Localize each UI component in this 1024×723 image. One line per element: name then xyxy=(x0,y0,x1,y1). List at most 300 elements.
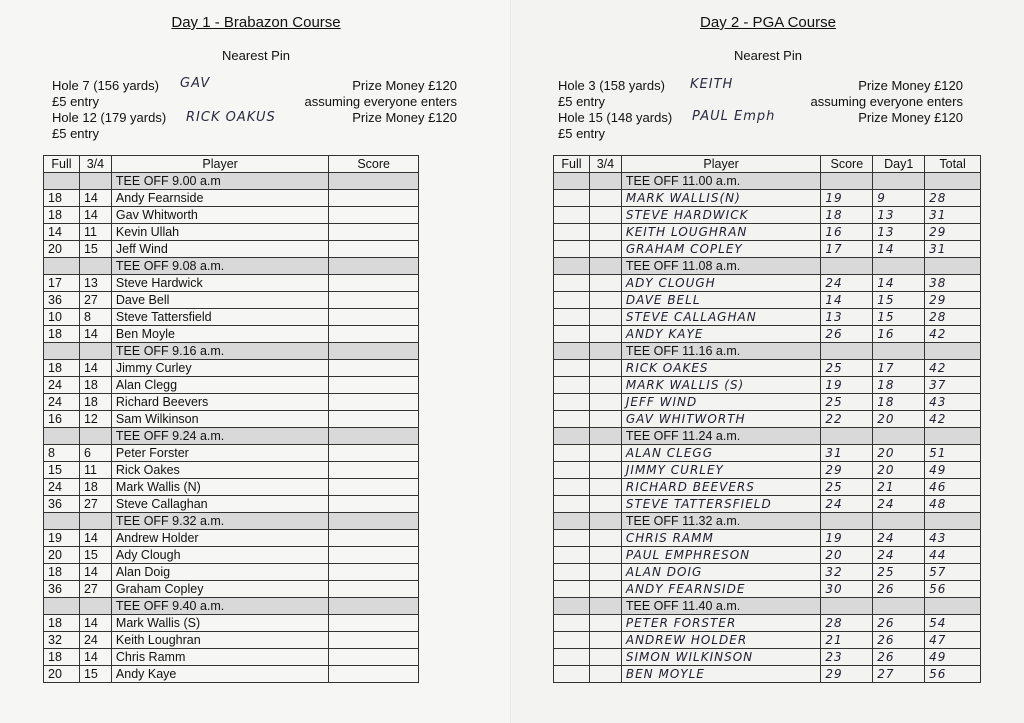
score-cell xyxy=(329,241,419,258)
day1-score-cell: 20 xyxy=(873,462,925,479)
player-name: MARK WALLIS(N) xyxy=(621,190,821,207)
tee-cell-blank xyxy=(873,428,925,445)
player-row xyxy=(554,530,981,547)
tee-cell-blank xyxy=(821,513,873,530)
player-row xyxy=(44,224,419,241)
day1-nearest-pin-heading: Nearest Pin xyxy=(222,48,290,63)
day2-nearest-pin-heading: Nearest Pin xyxy=(734,48,802,63)
handicap-full: 17 xyxy=(44,275,80,292)
total-cell: 42 xyxy=(925,411,981,428)
player-name: DAVE BELL xyxy=(621,292,821,309)
score-cell: 18 xyxy=(821,207,873,224)
handicap-full: 18 xyxy=(44,207,80,224)
tee-off-row xyxy=(44,173,419,190)
player-row xyxy=(554,377,981,394)
handicap-full xyxy=(554,275,590,292)
score-cell xyxy=(329,224,419,241)
day1-hole-a: Hole 7 (156 yards) xyxy=(52,78,159,93)
handicap-three-quarter xyxy=(589,445,621,462)
day2-hole-a-winner: KEITH xyxy=(690,77,734,92)
tee-cell-blank xyxy=(554,173,590,190)
player-row xyxy=(554,275,981,292)
handicap-full xyxy=(554,649,590,666)
player-row xyxy=(554,632,981,649)
handicap-three-quarter: 18 xyxy=(79,377,111,394)
player-name: PAUL EMPHRESON xyxy=(621,547,821,564)
tee-cell-blank xyxy=(589,258,621,275)
player-name: Dave Bell xyxy=(111,292,328,309)
player-name: JEFF WIND xyxy=(621,394,821,411)
tee-cell-blank xyxy=(821,173,873,190)
handicap-three-quarter: 24 xyxy=(79,632,111,649)
score-cell xyxy=(329,411,419,428)
player-row xyxy=(44,241,419,258)
handicap-three-quarter xyxy=(589,377,621,394)
player-row xyxy=(554,411,981,428)
player-row xyxy=(554,207,981,224)
player-name: Chris Ramm xyxy=(111,649,328,666)
handicap-full xyxy=(554,394,590,411)
tee-off-row xyxy=(554,513,981,530)
handicap-full xyxy=(554,377,590,394)
total-cell: 28 xyxy=(925,309,981,326)
day1-score-cell: 9 xyxy=(873,190,925,207)
tee-time: TEE OFF 9.32 a.m. xyxy=(111,513,328,530)
score-cell xyxy=(329,445,419,462)
tee-time: TEE OFF 9.24 a.m. xyxy=(111,428,328,445)
handicap-full xyxy=(554,292,590,309)
tee-cell-blank xyxy=(329,173,419,190)
handicap-three-quarter xyxy=(589,462,621,479)
day1-score-cell: 14 xyxy=(873,275,925,292)
total-cell: 54 xyxy=(925,615,981,632)
tee-time: TEE OFF 11.00 a.m. xyxy=(621,173,821,190)
handicap-three-quarter: 14 xyxy=(79,564,111,581)
handicap-three-quarter: 27 xyxy=(79,292,111,309)
day2-hole-b-prize: Prize Money £120 xyxy=(858,110,963,125)
tee-cell-blank xyxy=(554,258,590,275)
day1-score-cell: 18 xyxy=(873,377,925,394)
handicap-full: 18 xyxy=(44,649,80,666)
score-cell: 23 xyxy=(821,649,873,666)
player-name: KEITH LOUGHRAN xyxy=(621,224,821,241)
handicap-three-quarter: 15 xyxy=(79,547,111,564)
player-row xyxy=(554,649,981,666)
player-row xyxy=(44,649,419,666)
player-name: Alan Doig xyxy=(111,564,328,581)
day1-score-cell: 24 xyxy=(873,496,925,513)
handicap-three-quarter xyxy=(589,190,621,207)
tee-cell-blank xyxy=(925,598,981,615)
handicap-three-quarter: 14 xyxy=(79,360,111,377)
tee-cell-blank xyxy=(925,258,981,275)
tee-cell-blank xyxy=(821,258,873,275)
score-cell: 26 xyxy=(821,326,873,343)
handicap-three-quarter xyxy=(589,241,621,258)
score-cell: 25 xyxy=(821,360,873,377)
handicap-full xyxy=(554,462,590,479)
handicap-three-quarter: 14 xyxy=(79,615,111,632)
player-name: Steve Hardwick xyxy=(111,275,328,292)
tee-cell-blank xyxy=(79,598,111,615)
tee-off-row xyxy=(554,343,981,360)
handicap-full: 32 xyxy=(44,632,80,649)
total-cell: 57 xyxy=(925,564,981,581)
player-name: STEVE CALLAGHAN xyxy=(621,309,821,326)
player-row xyxy=(44,394,419,411)
handicap-three-quarter xyxy=(589,394,621,411)
handicap-full: 14 xyxy=(44,224,80,241)
handicap-full xyxy=(554,224,590,241)
score-cell: 25 xyxy=(821,479,873,496)
player-name: ANDY KAYE xyxy=(621,326,821,343)
player-name: Keith Loughran xyxy=(111,632,328,649)
day2-hole-b: Hole 15 (148 yards) xyxy=(558,110,673,125)
day2-col-header: Full xyxy=(554,156,590,173)
tee-cell-blank xyxy=(589,513,621,530)
handicap-three-quarter xyxy=(589,275,621,292)
handicap-full: 10 xyxy=(44,309,80,326)
player-name: Mark Wallis (S) xyxy=(111,615,328,632)
day2-title: Day 2 - PGA Course xyxy=(700,14,836,31)
player-name: STEVE HARDWICK xyxy=(621,207,821,224)
day1-score-cell: 24 xyxy=(873,547,925,564)
player-name: Graham Copley xyxy=(111,581,328,598)
handicap-three-quarter xyxy=(589,207,621,224)
player-row xyxy=(554,326,981,343)
player-name: Richard Beevers xyxy=(111,394,328,411)
handicap-full: 18 xyxy=(44,326,80,343)
player-name: Kevin Ullah xyxy=(111,224,328,241)
tee-cell-blank xyxy=(589,173,621,190)
total-cell: 31 xyxy=(925,207,981,224)
score-cell: 32 xyxy=(821,564,873,581)
player-row xyxy=(554,615,981,632)
tee-cell-blank xyxy=(329,513,419,530)
total-cell: 49 xyxy=(925,462,981,479)
player-name: RICK OAKES xyxy=(621,360,821,377)
player-name: Alan Clegg xyxy=(111,377,328,394)
day1-score-cell: 20 xyxy=(873,445,925,462)
score-cell xyxy=(329,394,419,411)
tee-cell-blank xyxy=(925,173,981,190)
day1-nearest-pin-info xyxy=(52,78,457,142)
player-name: ALAN CLEGG xyxy=(621,445,821,462)
handicap-full: 18 xyxy=(44,564,80,581)
day1-col-header: Player xyxy=(111,156,328,173)
handicap-full xyxy=(554,479,590,496)
handicap-full: 20 xyxy=(44,666,80,683)
tee-time: TEE OFF 11.40 a.m. xyxy=(621,598,821,615)
score-cell: 14 xyxy=(821,292,873,309)
handicap-full: 36 xyxy=(44,292,80,309)
player-row xyxy=(554,547,981,564)
player-row xyxy=(554,462,981,479)
handicap-full xyxy=(554,360,590,377)
day1-score-cell: 26 xyxy=(873,615,925,632)
handicap-full: 24 xyxy=(44,394,80,411)
player-row xyxy=(554,666,981,683)
handicap-three-quarter xyxy=(589,649,621,666)
handicap-full xyxy=(554,309,590,326)
handicap-full: 18 xyxy=(44,190,80,207)
total-cell: 44 xyxy=(925,547,981,564)
score-cell xyxy=(329,479,419,496)
player-name: Steve Callaghan xyxy=(111,496,328,513)
tee-cell-blank xyxy=(554,513,590,530)
tee-cell-blank xyxy=(44,343,80,360)
day1-col-header: 3/4 xyxy=(79,156,111,173)
handicap-three-quarter: 14 xyxy=(79,649,111,666)
handicap-full: 36 xyxy=(44,581,80,598)
handicap-full: 20 xyxy=(44,241,80,258)
handicap-three-quarter xyxy=(589,479,621,496)
score-cell xyxy=(329,292,419,309)
handicap-full: 36 xyxy=(44,496,80,513)
handicap-three-quarter: 13 xyxy=(79,275,111,292)
handicap-three-quarter: 14 xyxy=(79,530,111,547)
day2-col-header: 3/4 xyxy=(589,156,621,173)
player-name: GAV WHITWORTH xyxy=(621,411,821,428)
total-cell: 48 xyxy=(925,496,981,513)
handicap-full xyxy=(554,445,590,462)
tee-off-row xyxy=(44,428,419,445)
player-row xyxy=(554,581,981,598)
day1-score-cell: 15 xyxy=(873,292,925,309)
score-cell xyxy=(329,547,419,564)
handicap-three-quarter: 11 xyxy=(79,224,111,241)
player-name: Jimmy Curley xyxy=(111,360,328,377)
day2-nearest-pin-info xyxy=(558,78,963,142)
day2-hole-a: Hole 3 (158 yards) xyxy=(558,78,665,93)
total-cell: 29 xyxy=(925,292,981,309)
player-row xyxy=(44,547,419,564)
score-cell xyxy=(329,615,419,632)
tee-cell-blank xyxy=(873,343,925,360)
tee-cell-blank xyxy=(821,428,873,445)
score-cell: 24 xyxy=(821,496,873,513)
player-name: JIMMY CURLEY xyxy=(621,462,821,479)
handicap-three-quarter: 6 xyxy=(79,445,111,462)
score-cell xyxy=(329,275,419,292)
total-cell: 28 xyxy=(925,190,981,207)
tee-off-row xyxy=(44,598,419,615)
day1-entry-a: £5 entry xyxy=(52,94,99,109)
total-cell: 29 xyxy=(925,224,981,241)
score-cell: 21 xyxy=(821,632,873,649)
total-cell: 47 xyxy=(925,632,981,649)
day1-score-cell: 21 xyxy=(873,479,925,496)
handicap-three-quarter xyxy=(589,547,621,564)
player-name: BEN MOYLE xyxy=(621,666,821,683)
tee-cell-blank xyxy=(329,343,419,360)
day2-header-row xyxy=(554,156,981,173)
day1-entry-b: £5 entry xyxy=(52,126,99,141)
day1-hole-b: Hole 12 (179 yards) xyxy=(52,110,167,125)
day1-score-cell: 24 xyxy=(873,530,925,547)
handicap-three-quarter: 15 xyxy=(79,241,111,258)
tee-time: TEE OFF 9.40 a.m. xyxy=(111,598,328,615)
score-cell: 13 xyxy=(821,309,873,326)
tee-off-row xyxy=(554,428,981,445)
total-cell: 56 xyxy=(925,666,981,683)
score-cell: 19 xyxy=(821,530,873,547)
score-cell: 29 xyxy=(821,462,873,479)
tee-cell-blank xyxy=(79,258,111,275)
handicap-three-quarter xyxy=(589,615,621,632)
player-name: Andy Kaye xyxy=(111,666,328,683)
tee-off-row xyxy=(44,258,419,275)
tee-off-row xyxy=(554,598,981,615)
tee-cell-blank xyxy=(821,343,873,360)
tee-cell-blank xyxy=(873,598,925,615)
player-name: ANDY FEARNSIDE xyxy=(621,581,821,598)
score-cell xyxy=(329,564,419,581)
score-cell: 16 xyxy=(821,224,873,241)
tee-cell-blank xyxy=(589,598,621,615)
score-cell xyxy=(329,207,419,224)
player-name: Ben Moyle xyxy=(111,326,328,343)
handicap-three-quarter: 27 xyxy=(79,496,111,513)
day1-score-cell: 15 xyxy=(873,309,925,326)
player-row xyxy=(554,394,981,411)
day2-col-header: Total xyxy=(925,156,981,173)
day2-sheet xyxy=(512,0,1024,723)
player-name: GRAHAM COPLEY xyxy=(621,241,821,258)
tee-off-row xyxy=(554,258,981,275)
day1-score-cell: 13 xyxy=(873,207,925,224)
day1-score-cell: 26 xyxy=(873,581,925,598)
player-name: Ady Clough xyxy=(111,547,328,564)
score-cell: 25 xyxy=(821,394,873,411)
player-row xyxy=(44,377,419,394)
handicap-three-quarter xyxy=(589,496,621,513)
tee-cell-blank xyxy=(79,513,111,530)
score-cell: 28 xyxy=(821,615,873,632)
score-cell: 29 xyxy=(821,666,873,683)
handicap-full xyxy=(554,632,590,649)
player-name: ANDREW HOLDER xyxy=(621,632,821,649)
day1-score-cell: 27 xyxy=(873,666,925,683)
tee-cell-blank xyxy=(589,343,621,360)
tee-time: TEE OFF 11.24 a.m. xyxy=(621,428,821,445)
handicap-three-quarter xyxy=(589,292,621,309)
total-cell: 38 xyxy=(925,275,981,292)
player-name: Steve Tattersfield xyxy=(111,309,328,326)
player-row xyxy=(44,462,419,479)
handicap-full xyxy=(554,530,590,547)
day2-entry-a: £5 entry xyxy=(558,94,605,109)
handicap-full xyxy=(554,581,590,598)
score-cell xyxy=(329,649,419,666)
player-row xyxy=(554,479,981,496)
tee-cell-blank xyxy=(44,598,80,615)
day1-score-cell: 13 xyxy=(873,224,925,241)
day1-hole-b-winner: RICK OAKUS xyxy=(186,110,276,125)
tee-off-row xyxy=(554,173,981,190)
day2-entry-b: £5 entry xyxy=(558,126,605,141)
tee-cell-blank xyxy=(79,173,111,190)
score-cell xyxy=(329,190,419,207)
player-row xyxy=(44,530,419,547)
score-cell xyxy=(329,309,419,326)
handicap-three-quarter: 14 xyxy=(79,326,111,343)
player-row xyxy=(44,445,419,462)
handicap-full xyxy=(554,666,590,683)
handicap-three-quarter xyxy=(589,530,621,547)
handicap-three-quarter xyxy=(589,309,621,326)
player-name: Gav Whitworth xyxy=(111,207,328,224)
handicap-full xyxy=(554,496,590,513)
day1-score-cell: 18 xyxy=(873,394,925,411)
day1-hole-b-prize: Prize Money £120 xyxy=(352,110,457,125)
handicap-three-quarter: 27 xyxy=(79,581,111,598)
handicap-full: 20 xyxy=(44,547,80,564)
player-name: Peter Forster xyxy=(111,445,328,462)
player-row xyxy=(44,309,419,326)
day1-title: Day 1 - Brabazon Course xyxy=(171,14,341,31)
player-row xyxy=(44,360,419,377)
handicap-three-quarter xyxy=(589,632,621,649)
day2-col-header: Player xyxy=(621,156,821,173)
total-cell: 51 xyxy=(925,445,981,462)
score-cell: 31 xyxy=(821,445,873,462)
day1-col-header: Score xyxy=(329,156,419,173)
player-name: RICHARD BEEVERS xyxy=(621,479,821,496)
day1-score-cell: 17 xyxy=(873,360,925,377)
handicap-full: 8 xyxy=(44,445,80,462)
score-cell xyxy=(329,326,419,343)
tee-cell-blank xyxy=(79,343,111,360)
score-cell xyxy=(329,632,419,649)
tee-time: TEE OFF 9.16 a.m. xyxy=(111,343,328,360)
total-cell: 43 xyxy=(925,530,981,547)
day2-hole-b-winner: PAUL Emph xyxy=(692,109,776,124)
day1-score-cell: 14 xyxy=(873,241,925,258)
player-name: MARK WALLIS (S) xyxy=(621,377,821,394)
handicap-full: 15 xyxy=(44,462,80,479)
handicap-full xyxy=(554,190,590,207)
player-row xyxy=(554,190,981,207)
tee-cell-blank xyxy=(873,173,925,190)
tee-cell-blank xyxy=(554,598,590,615)
player-name: PETER FORSTER xyxy=(621,615,821,632)
player-name: Andrew Holder xyxy=(111,530,328,547)
tee-cell-blank xyxy=(873,258,925,275)
score-cell: 24 xyxy=(821,275,873,292)
player-row xyxy=(554,360,981,377)
tee-cell-blank xyxy=(925,513,981,530)
tee-cell-blank xyxy=(79,428,111,445)
day1-hole-a-prize: Prize Money £120 xyxy=(352,78,457,93)
player-row xyxy=(554,564,981,581)
player-name: Rick Oakes xyxy=(111,462,328,479)
score-cell xyxy=(329,462,419,479)
handicap-three-quarter: 18 xyxy=(79,394,111,411)
handicap-full xyxy=(554,547,590,564)
player-name: CHRIS RAMM xyxy=(621,530,821,547)
score-cell xyxy=(329,377,419,394)
handicap-full: 19 xyxy=(44,530,80,547)
player-row xyxy=(554,224,981,241)
handicap-full xyxy=(554,564,590,581)
handicap-three-quarter xyxy=(589,411,621,428)
day1-assuming: assuming everyone enters xyxy=(304,94,457,109)
handicap-full xyxy=(554,411,590,428)
total-cell: 31 xyxy=(925,241,981,258)
day2-assuming: assuming everyone enters xyxy=(810,94,963,109)
tee-cell-blank xyxy=(44,173,80,190)
